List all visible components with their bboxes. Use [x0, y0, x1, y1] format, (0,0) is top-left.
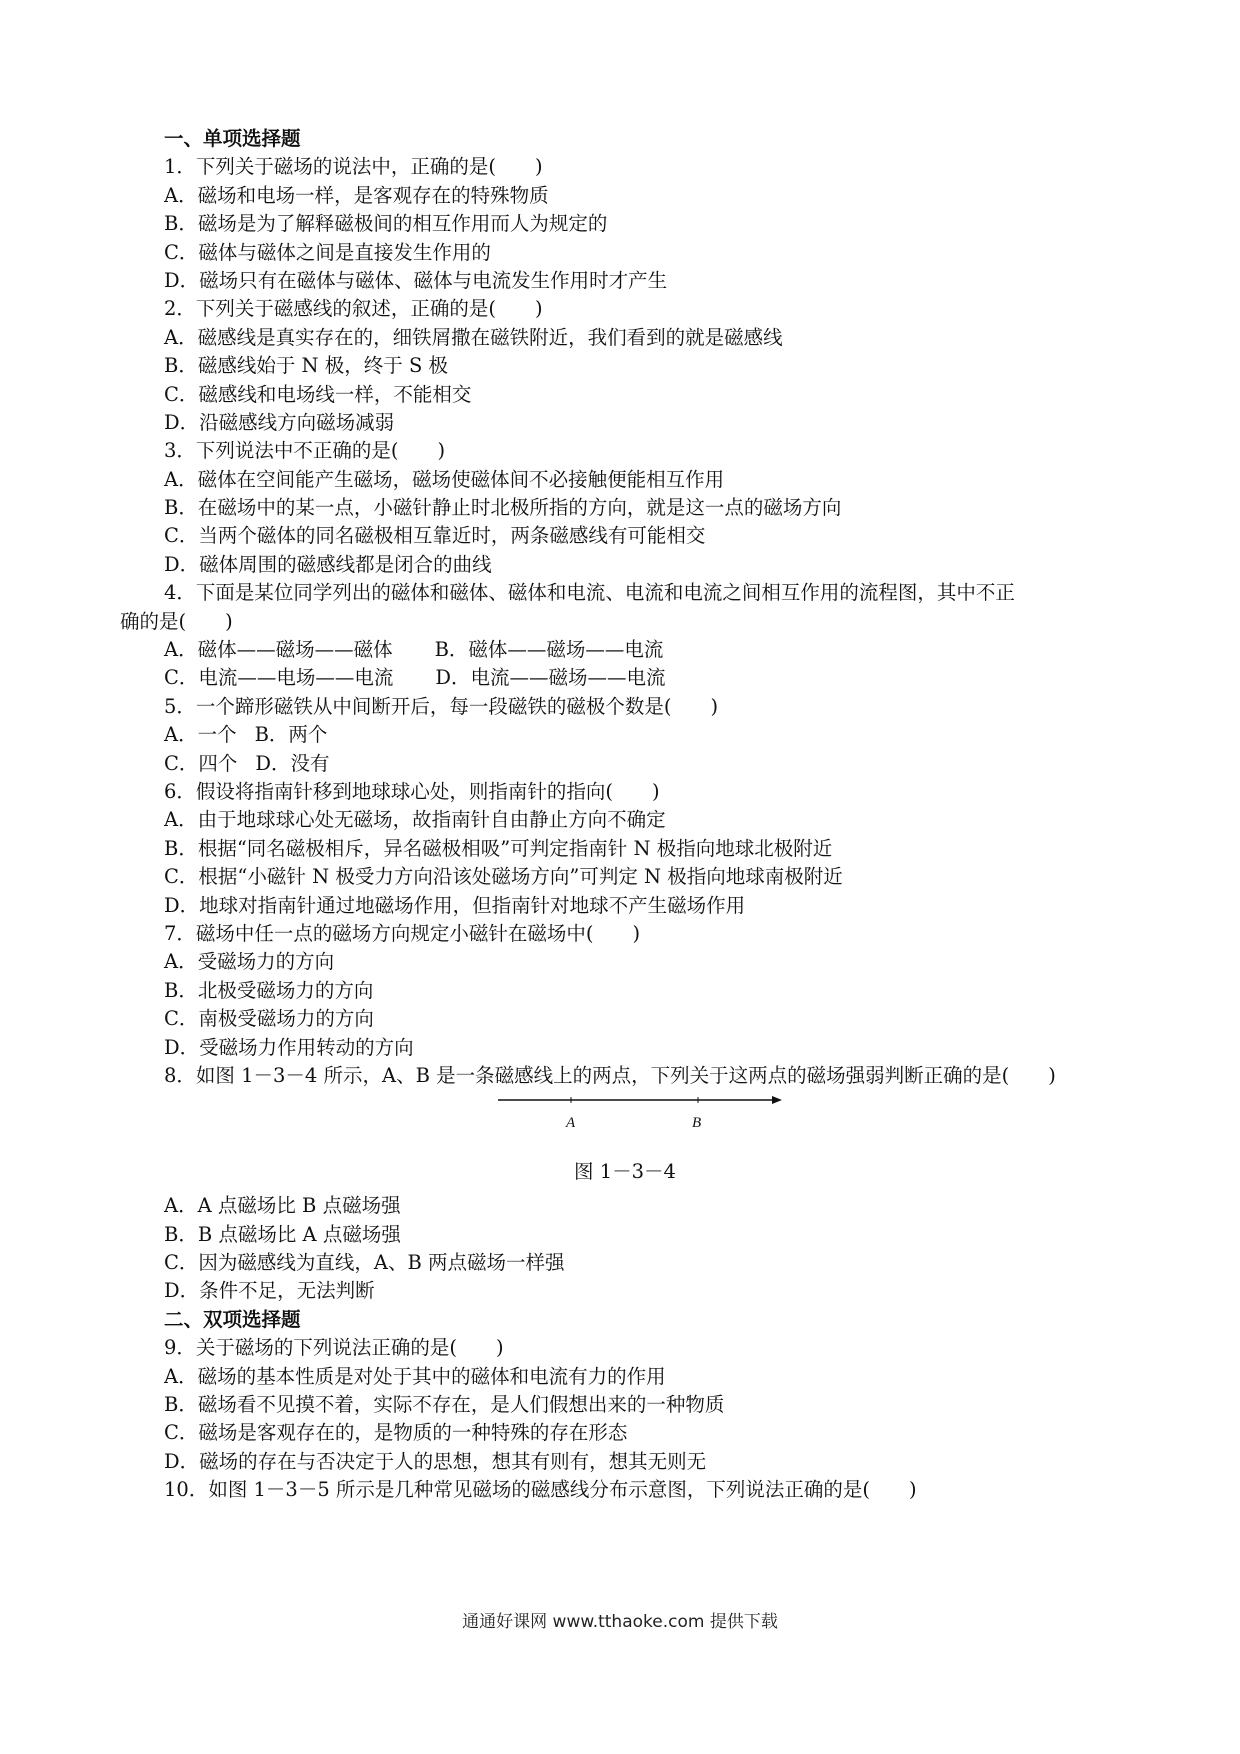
- question-3-stem: 3．下列说法中不正确的是( ): [164, 439, 446, 463]
- question-8-option-c: C．因为磁感线为直线，A、B 两点磁场一样强: [164, 1251, 565, 1275]
- point-b-label: B: [692, 1115, 702, 1132]
- question-9-option-d: D．磁场的存在与否决定于人的思想，想其有则有，想其无则无: [164, 1449, 707, 1473]
- question-5-options-row-1: [120, 721, 1130, 749]
- question-4-stem-line-2: 确的是( ): [120, 609, 233, 633]
- question-4-options-row-2: [120, 664, 1130, 692]
- question-4-option-a: A．磁体——磁场——磁体: [164, 638, 393, 662]
- question-7-option-a: A．受磁场力的方向: [164, 950, 335, 974]
- question-7-option-d: D．受磁场力作用转动的方向: [164, 1035, 414, 1059]
- question-6-option-b: B．根据“同名磁极相斥，异名磁极相吸”可判定指南针 N 极指向地球北极附近: [164, 836, 833, 860]
- question-3-option-b: B．在磁场中的某一点，小磁针静止时北极所指的方向，就是这一点的磁场方向: [164, 496, 842, 520]
- question-1-stem: 1．下列关于磁场的说法中，正确的是( ): [164, 155, 543, 179]
- question-1-option-c: C．磁体与磁体之间是直接发生作用的: [164, 240, 491, 264]
- question-9-stem: 9．关于磁场的下列说法正确的是( ): [164, 1336, 504, 1360]
- question-4-options-row-1: [120, 636, 1130, 664]
- question-4-option-d: D．电流——磁场——电流: [435, 666, 666, 690]
- question-9-option-b: B．磁场看不见摸不着，实际不存在，是人们假想出来的一种物质: [164, 1393, 725, 1417]
- question-6-option-c: C．根据“小磁针 N 极受力方向沿该处磁场方向”可判定 N 极指向地球南极附近: [164, 865, 843, 889]
- question-7-stem: 7．磁场中任一点的磁场方向规定小磁针在磁场中( ): [164, 921, 641, 945]
- question-2-option-b: B．磁感线始于 N 极，终于 S 极: [164, 354, 449, 378]
- question-8-option-b: B．B 点磁场比 A 点磁场强: [164, 1222, 401, 1246]
- question-2-option-d: D．沿磁感线方向磁场减弱: [164, 410, 395, 434]
- question-5-option-a: A．一个: [164, 723, 237, 747]
- question-list: [120, 125, 1130, 1505]
- question-6-option-a: A．由于地球球心处无磁场，故指南针自由静止方向不确定: [164, 808, 666, 832]
- question-8-option-d: D．条件不足，无法判断: [164, 1279, 375, 1303]
- point-a-label: A: [566, 1115, 576, 1132]
- question-3-option-d: D．磁体周围的磁感线都是闭合的曲线: [164, 552, 492, 576]
- question-10-stem: 10．如图 1－3－5 所示是几种常见磁场的磁感线分布示意图，下列说法正确的是( ): [164, 1478, 917, 1502]
- question-3-option-c: C．当两个磁体的同名磁极相互靠近时，两条磁感线有可能相交: [164, 524, 706, 548]
- question-7-option-c: C．南极受磁场力的方向: [164, 1007, 374, 1031]
- figure-caption: 图 1－3－4: [574, 1160, 676, 1184]
- question-8-option-a: A．A 点磁场比 B 点磁场强: [164, 1194, 401, 1218]
- section-heading-double-choice: 二、双项选择题: [164, 1307, 301, 1331]
- question-9-option-a: A．磁场的基本性质是对处于其中的磁体和电流有力的作用: [164, 1364, 666, 1388]
- figure-1-3-4: [120, 1092, 1130, 1192]
- question-5-options-row-2: [120, 750, 1130, 778]
- question-2-option-a: A．磁感线是真实存在的，细铁屑撒在磁铁附近，我们看到的就是磁感线: [164, 325, 783, 349]
- question-6-option-d: D．地球对指南针通过地磁场作用，但指南针对地球不产生磁场作用: [164, 893, 746, 917]
- question-1-option-a: A．磁场和电场一样，是客观存在的特殊物质: [164, 183, 549, 207]
- question-5-stem: 5．一个蹄形磁铁从中间断开后，每一段磁铁的磁极个数是( ): [164, 694, 719, 718]
- question-7-option-b: B．北极受磁场力的方向: [164, 978, 374, 1002]
- question-5-option-b: B．两个: [254, 723, 328, 747]
- question-5-option-c: C．四个: [164, 751, 238, 775]
- question-2-stem: 2．下列关于磁感线的叙述，正确的是( ): [164, 297, 543, 321]
- question-4-stem-line-1: 4．下面是某位同学列出的磁体和磁体、磁体和电流、电流和电流之间相互作用的流程图，其中不正: [164, 581, 1015, 605]
- field-line-arrowhead: [772, 1096, 782, 1104]
- question-8-stem: 8．如图 1－3－4 所示，A、B 是一条磁感线上的两点，下列关于这两点的磁场强弱判断正确的是( ): [164, 1063, 1056, 1087]
- question-9-option-c: C．磁场是客观存在的，是物质的一种特殊的存在形态: [164, 1421, 628, 1445]
- question-3-option-a: A．磁体在空间能产生磁场，磁场使磁体间不必接触便能相互作用: [164, 467, 725, 491]
- question-1-option-b: B．磁场是为了解释磁极间的相互作用而人为规定的: [164, 212, 608, 236]
- question-2-option-c: C．磁感线和电场线一样，不能相交: [164, 382, 472, 406]
- page-footer: 通通好课网 www.tthaoke.com 提供下载: [462, 1612, 778, 1632]
- magnetic-field-line-diagram: [120, 1092, 1130, 1152]
- question-6-stem: 6．假设将指南针移到地球球心处，则指南针的指向( ): [164, 779, 660, 803]
- section-heading-single-choice: 一、单项选择题: [164, 127, 301, 150]
- question-4-option-b: B．磁体——磁场——电流: [434, 638, 664, 662]
- question-1-option-d: D．磁场只有在磁体与磁体、磁体与电流发生作用时才产生: [164, 268, 668, 292]
- question-5-option-d: D．没有: [255, 751, 330, 775]
- question-4-option-c: C．电流——电场——电流: [164, 666, 394, 690]
